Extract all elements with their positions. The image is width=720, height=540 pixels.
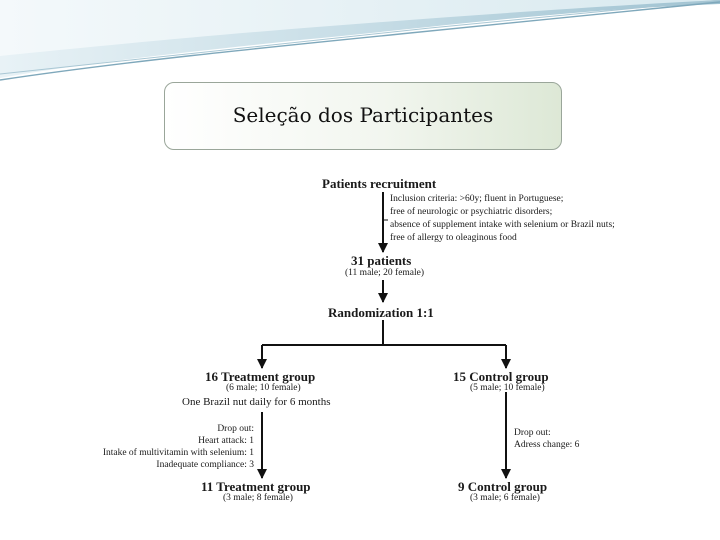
treatment-start-title: 16 Treatment group xyxy=(205,369,316,384)
recruitment-title: Patients recruitment xyxy=(322,176,437,191)
criteria-line-2: free of neurologic or psychiatric disorders; xyxy=(390,207,553,217)
control-start-title: 15 Control group xyxy=(453,369,549,384)
treatment-dropout-multivitamin: Intake of multivitamin with selenium: 1 xyxy=(102,448,254,458)
control-start-detail: (5 male; 10 female) xyxy=(470,383,545,393)
treatment-dropout-heading: Drop out: xyxy=(217,424,254,434)
treatment-end-detail: (3 male; 8 female) xyxy=(223,493,293,503)
criteria-line-4: free of allergy to oleaginous food xyxy=(390,233,517,243)
treatment-intervention: One Brazil nut daily for 6 months xyxy=(182,396,331,408)
treatment-dropout-heart: Heart attack: 1 xyxy=(198,436,254,446)
enrolled-title: 31 patients xyxy=(351,253,412,268)
control-dropout-address: Adress change: 6 xyxy=(514,440,580,450)
control-end-detail: (3 male; 6 female) xyxy=(470,493,540,503)
treatment-start-detail: (6 male; 10 female) xyxy=(226,383,301,393)
slide-title: Seleção dos Participantes xyxy=(232,103,494,127)
criteria-line-3: absence of supplement intake with selenium or Brazil nuts; xyxy=(390,220,615,230)
treatment-dropout-compliance: Inadequate compliance: 3 xyxy=(156,460,254,470)
enrolled-detail: (11 male; 20 female) xyxy=(345,268,425,278)
criteria-line-1: Inclusion criteria: >60y; fluent in Portuguese; xyxy=(390,194,564,204)
control-dropout-heading: Drop out: xyxy=(514,428,551,438)
control-end-title: 9 Control group xyxy=(458,479,548,494)
treatment-end-title: 11 Treatment group xyxy=(201,479,311,494)
randomization-label: Randomization 1:1 xyxy=(328,305,434,320)
